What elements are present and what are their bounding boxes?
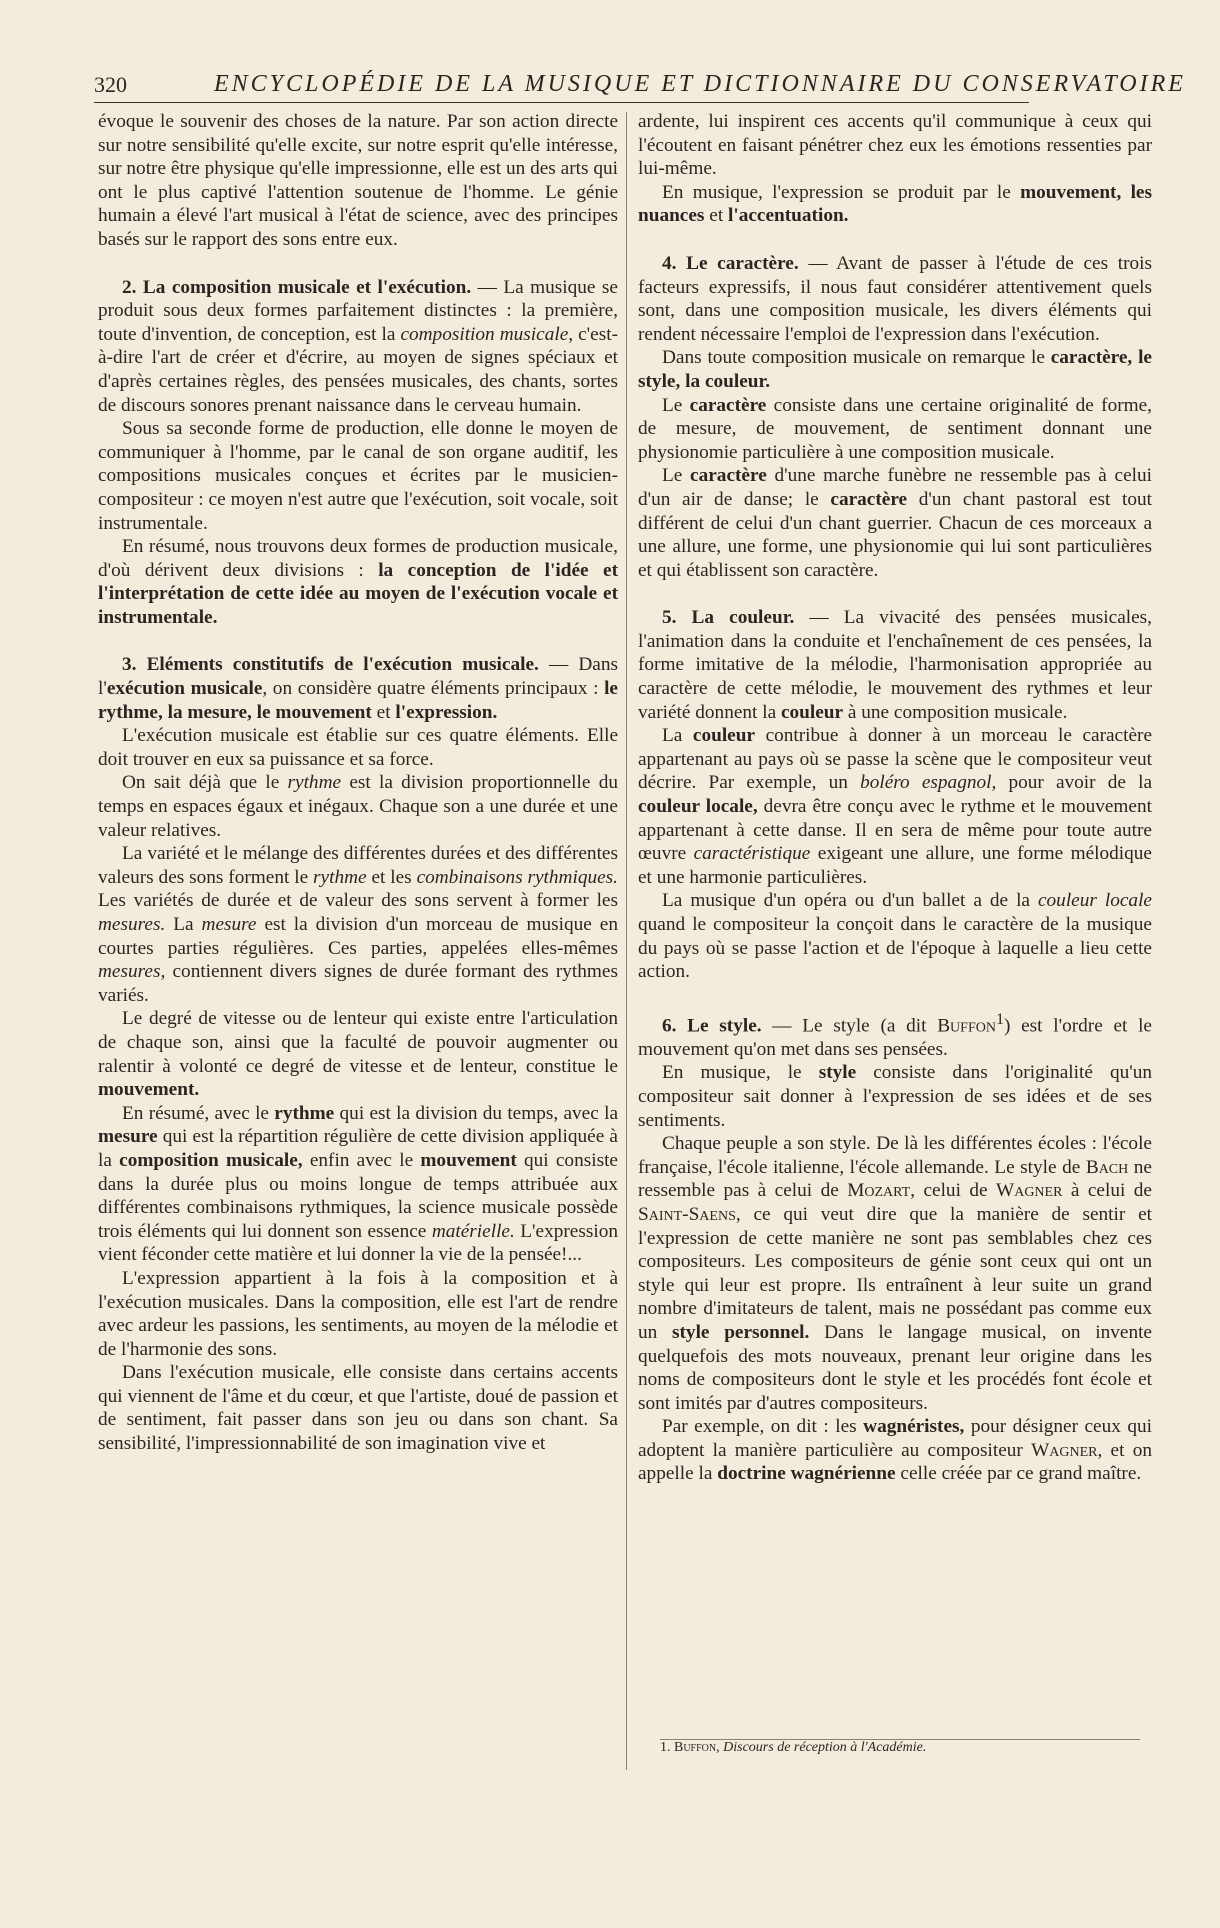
section-4: 4. Le caractère. — Avant de passer à l'étude de ces trois facteurs expressifs, il nous faut considérer attentivement quels sont, dans une composition musicale, les divers éléments qui rendent nécessaire l'emploi de l'expression dans l'exécution. <box>638 252 1152 345</box>
paragraph: Le degré de vitesse ou de lenteur qui existe entre l'articulation de chaque son, ainsi que la faculté de pouvoir augmenter ou ralentir à volonté ce degré de vitesse et de lenteur, constitue le mouvement. <box>98 1008 618 1101</box>
section-5: 5. La couleur. — La vivacité des pensées musicales, l'animation dans la conduite et l'enchaînement de ces pensées, la forme imitative de la mélodie, l'harmonisation appropriée au caractère de cette mélodie, le mouvement des rythmes et leur variété donnent la couleur à une composition musicale. <box>638 607 1152 723</box>
section-3: 3. Eléments constitutifs de l'exécution musicale. — Dans l'exécution musicale, on considère quatre éléments principaux : le rythme, la mesure, le mouvement et l'expression. <box>98 654 618 723</box>
paragraph: En musique, le style consiste dans l'originalité qu'un compositeur sait donner à l'expression de ses idées et de ses sentiments. <box>638 1062 1152 1131</box>
footnote-text: Discours de réception à l'Académie. <box>723 1740 927 1755</box>
paragraph: Dans l'exécution musicale, elle consiste dans certains accents qui viennent de l'âme et du cœur, et que l'artiste, doué de passion et de sentiment, fait passer dans son jeu ou dans son chant. Sa sensibilité, l'impressionnabilité de son imagination vive et <box>98 1362 618 1455</box>
paragraph: Dans toute composition musicale on remarque le caractère, le style, la couleur. <box>638 347 1152 392</box>
left-column <box>98 110 618 1456</box>
footnote <box>660 1739 1140 1756</box>
right-column <box>638 110 1152 1486</box>
paragraph: Sous sa seconde forme de production, elle donne le moyen de communiquer à l'homme, par le canal de son organe auditif, les compositions musicales conçues et écrites par le musicien-compositeur : ce moyen n'est autre que l'exécution, soit vocale, soit instrumentale. <box>98 418 618 534</box>
footnote-ref: 1 <box>995 1010 1004 1028</box>
paragraph: L'exécution musicale est établie sur ces quatre éléments. Elle doit trouver en eux sa puissance et sa force. <box>98 725 618 770</box>
paragraph: L'expression appartient à la fois à la composition et à l'exécution musicales. Dans la composition, elle est l'art de rendre avec ardeur les passions, les sentiments, au moyen de la mélodie et de l'harmonie des sons. <box>98 1267 618 1360</box>
paragraph: Chaque peuple a son style. De là les différentes écoles : l'école française, l'école italienne, l'école allemande. Le style de Bach ne ressemble pas à celui de Mozart, celui de Wagner à celui de Saint-Saens, ce qui veut dire que la manière de sentir et l'expression de cette manière ne sont pas semblables chez ces compositeurs. Les compositeurs de génie sont ceux qui ont un style qui leur est propre. Ils entraînent à leur suite un grand nombre d'imitateurs de talent, mais ne possédant pas comme eux un style personnel. Dans le langage musical, on invente quelquefois des mots nouveaux, prenant leur origine dans les noms de compositeurs dont le style et les procédés font école et sont imités par d'autres compositeurs. <box>638 1133 1152 1414</box>
paragraph: En résumé, avec le rythme qui est la division du temps, avec la mesure qui est la répartition régulière de cette division appliquée à la composition musicale, enfin avec le mouvement qui consiste dans la durée plus ou moins longue de temps attribuée aux différentes combinaisons rythmiques, la science musicale possède trois éléments qui lui donnent son essence matérielle. L'expression vient féconder cette matière et lui donner la vie de la pensée!... <box>98 1102 618 1266</box>
section-heading: 3. Eléments constitutifs de l'exécution musicale. <box>122 654 539 676</box>
section-heading: 4. Le caractère. <box>662 252 799 274</box>
paragraph: Le caractère d'une marche funèbre ne ressemble pas à celui d'un air de danse; le caractère d'un chant pastoral est tout différent de celui d'un chant guerrier. Chacun de ces morceaux a une allure, une forme, une physionomie qui lui sont particulières et qui établissent son caractère. <box>638 465 1153 581</box>
paragraph: évoque le souvenir des choses de la nature. Par son action directe sur notre sensibilité qu'elle excite, sur notre esprit qu'elle intéresse, sur notre être physique qu'elle impressionne, elle est un des arts qui ont le plus captivé l'attention soutenue de l'homme. Le génie humain a élevé l'art musical à l'état de science, avec des principes basés sur le rapport des sons entre eux. <box>98 111 618 250</box>
running-header <box>94 68 1186 103</box>
header-title: ENCYCLOPÉDIE DE LA MUSIQUE ET DICTIONNAIRE DU CONSERVATOIRE <box>214 71 1186 97</box>
section-heading: 2. La composition musicale et l'exécution. <box>122 276 472 298</box>
footnote-author: Buffon, <box>674 1740 720 1755</box>
column-divider <box>626 112 627 1770</box>
section-heading: 6. Le style. <box>662 1015 762 1037</box>
paragraph: On sait déjà que le rythme est la division proportionnelle du temps en espaces égaux et inégaux. Chaque son a une durée et une valeur relatives. <box>98 772 618 841</box>
paragraph: La musique d'un opéra ou d'un ballet a de la couleur locale quand le compositeur la conçoit dans le caractère de la musique du pays où se passe l'action et de l'époque à laquelle a lieu cette action. <box>638 890 1152 983</box>
paragraph: ardente, lui inspirent ces accents qu'il communique à ceux qui l'écoutent en faisant pénétrer chez eux les émotions ressenties par lui-même. <box>638 111 1152 180</box>
paragraph: En résumé, nous trouvons deux formes de production musicale, d'où dérivent deux divisions : la conception de l'idée et l'interprétation de cette idée au moyen de l'exécution vocale et instrumentale. <box>98 536 618 628</box>
section-2: 2. La composition musicale et l'exécution. — La musique se produit sous deux formes parfaitement distinctes : la première, toute d'invention, de conception, est la composition musicale, c'est-à-dire l'art de créer et d'écrire, au moyen de signes spéciaux et d'après certaines règles, des pensées musicales, des chants, sortes de discours sonores prenant naissance dans le cerveau humain. <box>98 276 618 416</box>
section-6: 6. Le style. — Le style (a dit Buffon$^1$) est l'ordre et le mouvement qu'on met dans ses pensées. <box>638 1010 1152 1060</box>
paragraph: En musique, l'expression se produit par le mouvement, les nuances et l'accentuation. <box>638 181 1152 227</box>
footnote-number: 1. <box>660 1740 671 1755</box>
section-heading: 5. La couleur. <box>662 607 795 629</box>
paragraph: Le caractère consiste dans une certaine originalité de forme, de mesure, de mouvement, de sentiment donnant une physionomie particulière à une composition musicale. <box>638 394 1153 463</box>
paragraph: La couleur contribue à donner à un morceau le caractère appartenant au pays où se passe la scène que le compositeur veut décrire. Par exemple, un boléro espagnol, pour avoir de la couleur locale, devra être conçu avec le rythme et le mouvement appartenant à cette danse. Il en sera de même pour toute autre œuvre caractéristique exigeant une allure, une forme mélodique et une harmonie particulières. <box>638 725 1153 888</box>
page-number: 320 <box>94 72 127 97</box>
paragraph: La variété et le mélange des différentes durées et des différentes valeurs des sons forment le rythme et les combinaisons rythmiques. Les variétés de durée et de valeur des sons servent à former les mesures. La mesure est la division d'un morceau de musique en courtes parties régulières. Ces parties, appelées elles-mêmes mesures, contiennent divers signes de durée formant des rythmes variés. <box>98 843 618 1006</box>
paragraph: Par exemple, on dit : les wagnéristes, pour désigner ceux qui adoptent la manière particulière au compositeur Wagner, et on appelle la doctrine wagnérienne celle créée par ce grand maître. <box>638 1416 1152 1485</box>
